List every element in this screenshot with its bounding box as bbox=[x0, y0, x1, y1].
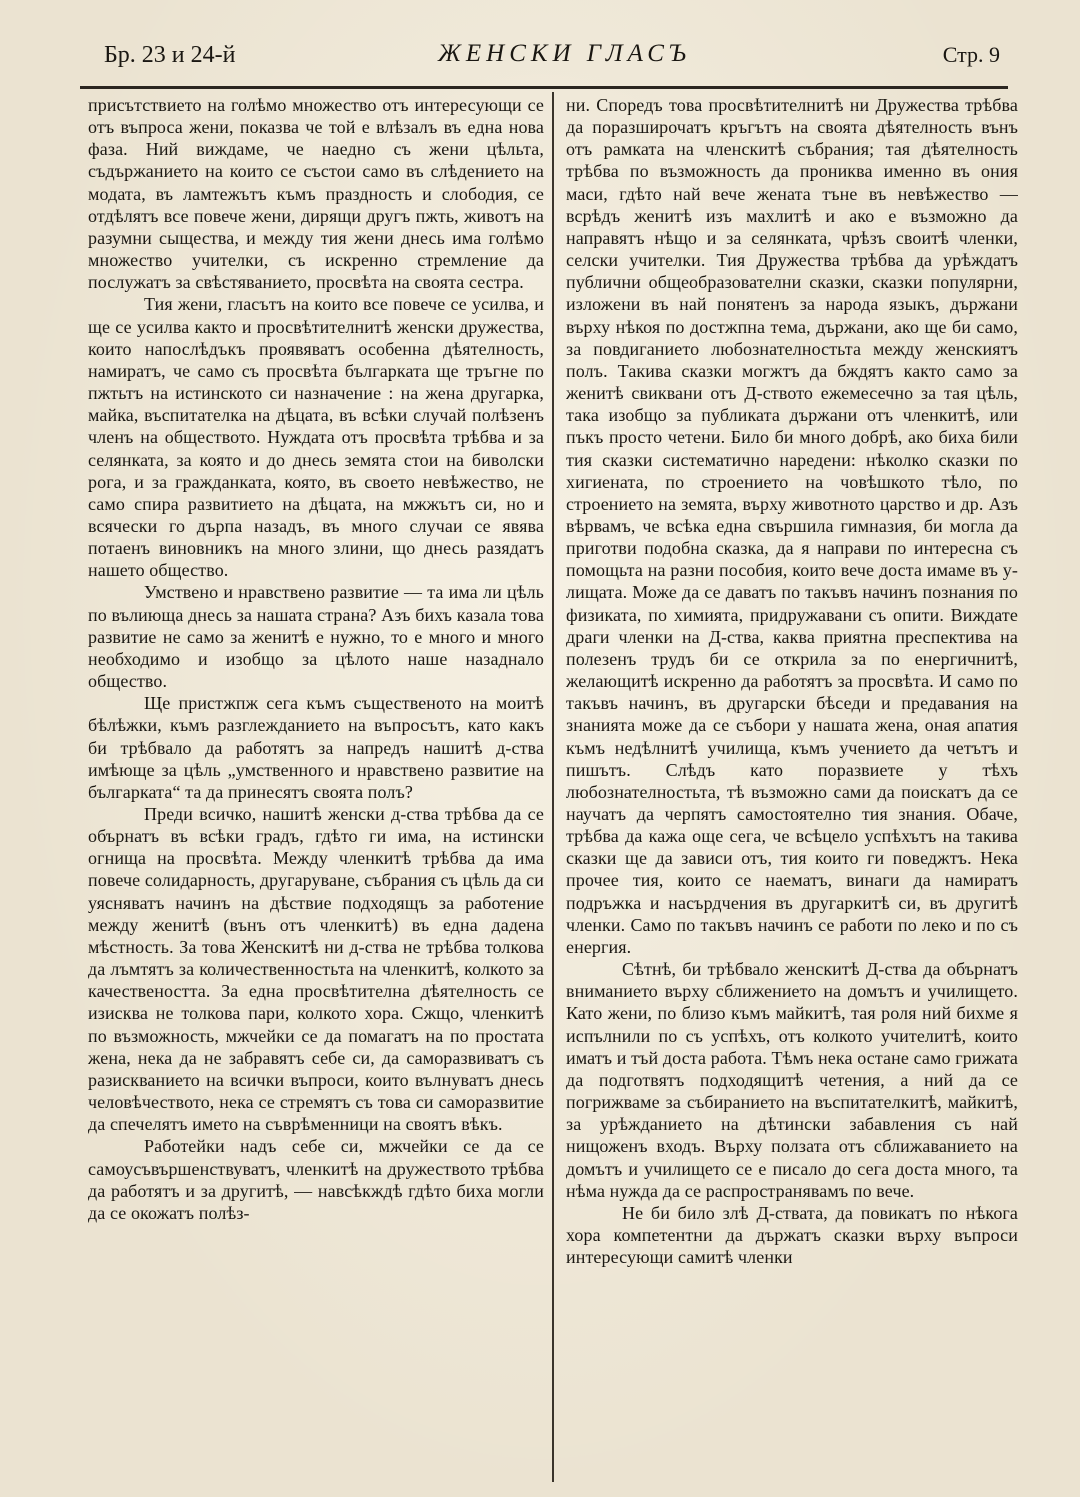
page-number: Стр. 9 bbox=[942, 42, 1000, 67]
paragraph: Работейки надъ себе си, мжчейки се да се самоусъвършенствуватъ, членкитѣ на дружеството трѣбва да работятъ и за другитѣ, — навсѣкждѣ гдѣто биха могли да се окожатъ полѣз- bbox=[88, 1136, 544, 1223]
paragraph: Ще пристжпж сега къмъ същественото на моитѣ бѣлѣжки, къмъ разглежданието на въпросътъ, като какъ би трѣбвало да работятъ за напредъ нашитѣ д-ства имѣюще за цѣль „умственного и нравствено развитие на българката“ та да принесятъ своята полъ? bbox=[88, 693, 544, 802]
paragraph: Тия жени, гласътъ на които все повече се усилва, и ще се усилва както и просвѣтителнитѣ женски дружества, които напослѣдъкъ проявяватъ особенна дѣятелность, намиратъ, че само съ просвѣта българката ще тръгне по пжтьтъ на истинското си назначение : на жена другарка, майка, въспитателка на дѣцата, въ всѣки случай полѣзенъ членъ на обществото. Нуждата отъ просвѣта трѣбва и за селянката, за която и до днесь земята стои на биволски рога, и за гражданката, която, въ своето невѣжество, не само спира развитието на дѣцата, на мжжътъ си, но и всячески го дърпа назадъ, въ много случаи се явява потаенъ виновникъ на много злини, що днесь разядатъ нашето общество. bbox=[88, 294, 544, 581]
paragraph: Не би било злѣ Д-ствата, да повикатъ по нѣкога хора компетентни да държатъ сказки върху въпроси интересующи самитѣ членки bbox=[566, 1202, 1018, 1268]
paragraph: присътствието на голѣмо множество отъ интересующи се отъ въпроса жени, показва че той е влѣзалъ въ една нова фаза. Ний виждаме, че наедно съ жени цѣльта, съдържанието на които се състои само въ слѣдението на модата, въ ламтежътъ къмъ праздность и слободия, се отдѣлятъ все повече жени, дирящи другъ пжть, животъ на разумни сыщества, и между тия жени днесь има голѣмо множество учителки, съ искренно стремление да послужатъ за свѣстяванието, просвѣта на своята сестра. bbox=[88, 95, 544, 293]
issue-number: Бр. 23 и 24-й bbox=[104, 42, 236, 68]
left-column bbox=[88, 94, 544, 1224]
paragraph: ни. Споредъ това просвѣтителнитѣ ни Дружества трѣбва да поразширочатъ кръгътъ на своята дѣятелность вънъ отъ рамката на членскитѣ събрания; тая дѣятелность трѣбва по възможность да прониква именно въ ония маси, гдѣто най вече жената тъне въ невѣжество — всрѣдъ женитѣ изъ махлитѣ и ако е възможно да направятъ нѣщо и за селянката, чрѣзъ своитѣ членки, селски учителки. Тия Дружества трѣбва да урѣждатъ публични общеобразователни сказки, сказки популярни, изложени въ най понятенъ за народа языкъ, държани върху нѣкоя по достжпна тема, държани, ако ще би само, за повдиганието любознателностьта между женскиятъ полъ. Такива сказки могжтъ да бждятъ както само за женитѣ свиквани отъ Д-ството ежемесечно за тая цѣль, така изобщо за публиката държани отъ членкитѣ, или пъкъ просто четени. Било би много добрѣ, ако биха били тия сказки систематично наредени: нѣколко сказки по хигиената, по строението на човѣшкото тѣло, по строението на земята, върху животното царство и др. Азъ вѣрвамъ, че всѣка една свършила гимназия, би могла да приготви подобна сказка, да я направи по интересна съ помощьта на разни пособия, които вече доста имаме въ у-лищата. Може да се даватъ по такъвъ начинъ познания по физиката, по химията, придружавани съ опити. Виждате драги членки на Д-ства, каква приятна преспектива на полезенъ трудъ би се открила за по енергичнитѣ, желающитѣ искренно да работятъ за просвѣта. И само по такъвъ начинъ, въ другарски бѣседи и предавания на знанията може да се събори у нашата жена, оная апатия къмъ недѣлнитѣ училища, къмъ учението да четътъ и пишътъ. Слѣдъ като поразвиете у тѣхъ любознателностьта, тѣ възможно сами да поискатъ да се научатъ да черпятъ самостоятелно тия знания. Обаче, трѣбва да кажа още сега, че всѣцело успѣхътъ на такива сказки ще да зависи отъ, тия които ги поведжтъ. Нека прочее тия, които се наематъ, винаги да намиратъ подръжка и насърдчения въ другаркитѣ си, въ другитѣ членки. Само по такъвъ начинъ се работи по леко и по съ енергия. bbox=[566, 95, 1018, 957]
paragraph: Умствено и нравствено развитие — та има ли цѣль по вълиюща днесь за нашата страна? Азъ бихъ казала това развитие не само за женитѣ е нужно, то е много и много необходимо и изобщо за цѣлото наше назаднало общество. bbox=[88, 582, 544, 692]
paragraph: Сѣтнѣ, би трѣбвало женскитѣ Д-ства да обърнатъ вниманието върху сближението на домътъ и училището. Като жени, по близо къмъ майкитѣ, тая роля ний бихме я испълнили по съ успѣхъ, отъ колкото учителитѣ, които иматъ и тъй доста работа. Тѣмъ нека остане само грижата да подготвятъ подходящитѣ четения, а ний да се погрижваме за събиранието на въспитателкитѣ, майкитѣ, за урѣжданието на дѣтински забавления съ най нищоженъ входъ. Върху ползата отъ сближаванието на домътъ и училището се е писало до сега доста много, та нѣма нужда да се распространявамъ по вече. bbox=[566, 959, 1018, 1201]
column-divider bbox=[552, 92, 554, 1482]
header-rule bbox=[80, 86, 1008, 89]
newspaper-title: ЖЕНСКИ ГЛАСЪ bbox=[438, 40, 691, 67]
paragraph: Преди всичко, нашитѣ женски д-ства трѣбва да се обърнатъ въ всѣки градъ, гдѣто ги има, на истински огнища на просвѣта. Между членкитѣ трѣбва да има повече солидарность, другаруване, събрания съ цѣль да си уясняватъ начинъ на дѣствие подходящъ за работение между женитѣ (вънъ отъ членкитѣ) въ една дадена мѣстность. За това Женскитѣ ни д-ства не трѣбва толкова да лъмтятъ за количественностьта на членкитѣ, колкото за качествеността. За една просвѣтителна дѣятелность се изисква не толкова пари, колкото хора. Сжщо, членкитѣ по възможность, мжчейки се да помагатъ на по простата жена, нека да не забравятъ себе си, да саморазвиватъ съ разискванието на всички въпроси, които вълнуватъ днесь человѣчеството, нека се стремятъ съ това си саморазвитие да спечелятъ името на съврѣменници на своятъ вѣкъ. bbox=[88, 804, 544, 1135]
page-header bbox=[98, 38, 1008, 78]
right-column bbox=[566, 94, 1018, 1268]
